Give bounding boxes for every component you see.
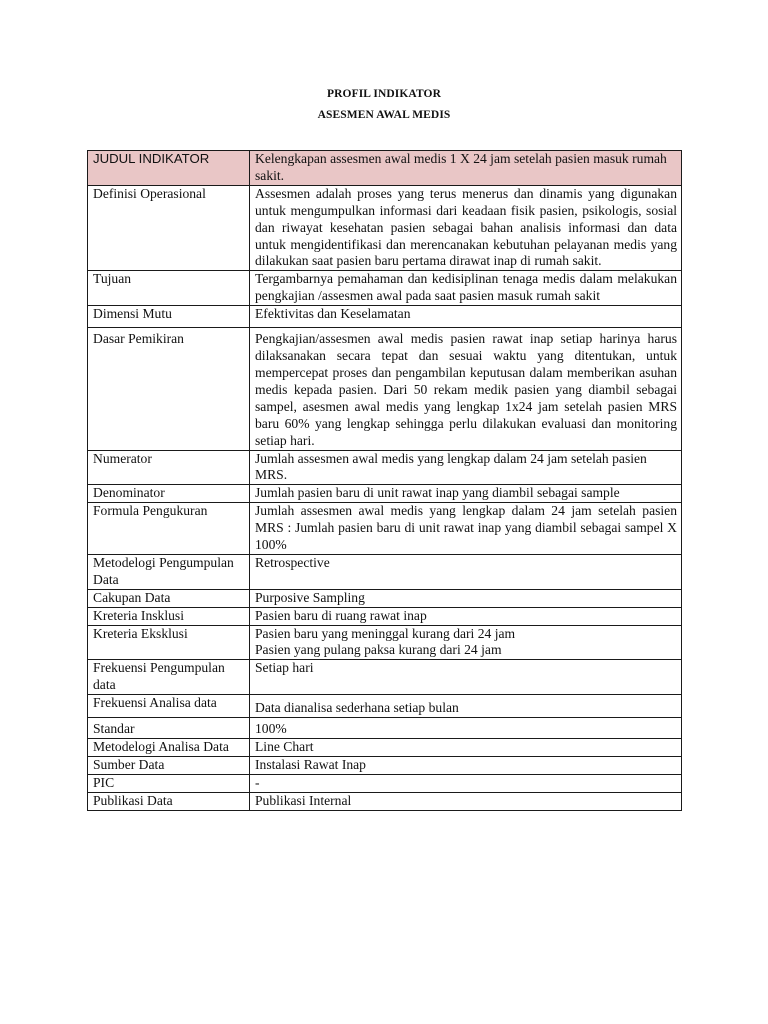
row-value-line-1: Pasien baru yang meninggal kurang dari 24 jam xyxy=(255,625,516,641)
table-row-judul-indikator xyxy=(88,151,682,186)
row-label: Sumber Data xyxy=(88,756,250,774)
row-label: Dimensi Mutu xyxy=(88,306,250,328)
row-label: JUDUL INDIKATOR xyxy=(88,151,250,186)
table-row-definisi-operasional xyxy=(88,185,682,271)
row-value: Kelengkapan assesmen awal medis 1 X 24 jam setelah pasien masuk rumah sakit. xyxy=(250,151,682,186)
row-label: Metodelogi Analisa Data xyxy=(88,739,250,757)
row-label: Metodelogi Pengumpulan Data xyxy=(88,554,250,589)
row-value: Data dianalisa sederhana setiap bulan xyxy=(250,695,682,718)
row-label: Frekuensi Pengumpulan data xyxy=(88,660,250,695)
table-row-publikasi-data xyxy=(88,792,682,810)
row-label: Formula Pengukuran xyxy=(88,503,250,555)
row-value: Instalasi Rawat Inap xyxy=(250,756,682,774)
table-row-frekuensi-pengumpulan-data xyxy=(88,660,682,695)
indicator-profile-table xyxy=(87,150,682,811)
row-value: Tergambarnya pemahaman dan kedisiplinan tenaga medis dalam melakukan pengkajian /assesmen awal pada saat pasien masuk rumah sakit xyxy=(250,271,682,306)
table-row-metodelogi-pengumpulan-data xyxy=(88,554,682,589)
table-row-metodelogi-analisa-data xyxy=(88,739,682,757)
row-value-line-2: Pasien yang pulang paksa kurang dari 24 jam xyxy=(255,642,502,658)
table-row-numerator xyxy=(88,450,682,485)
row-value: Pengkajian/assesmen awal medis pasien rawat inap setiap harinya harus dilaksanakan secara tepat dan sesuai waktu yang ditentukan, untuk mempercepat proses dan pengambilan keputusan dalam memberikan asuhan medis kepada pasien. Dari 50 rekam medik pasien yang diambil sebagai sampel, asesmen awal medis yang lengkap 1x24 jam setelah pasien MRS baru 60% yang lengkap sehingga perlu dilakukan evaluasi dan monitoring setiap hari. xyxy=(250,328,682,450)
row-label: Numerator xyxy=(88,450,250,485)
table-row-dimensi-mutu xyxy=(88,306,682,328)
row-value: Line Chart xyxy=(250,739,682,757)
document-title: PROFIL INDIKATOR xyxy=(327,88,441,100)
table-row-frekuensi-analisa-data xyxy=(88,695,682,718)
row-value: Purposive Sampling xyxy=(250,589,682,607)
row-value: Jumlah assesmen awal medis yang lengkap dalam 24 jam setelah pasien MRS : Jumlah pasien baru di unit rawat inap yang diambil sebagai sampel X 100% xyxy=(250,503,682,555)
row-label: Dasar Pemikiran xyxy=(88,328,250,450)
row-label: PIC xyxy=(88,774,250,792)
row-label: Definisi Operasional xyxy=(88,185,250,271)
row-value: Jumlah pasien baru di unit rawat inap yang diambil sebagai sample xyxy=(250,485,682,503)
table-row-kreteria-eksklusi xyxy=(88,625,682,660)
row-value: 100% xyxy=(250,718,682,739)
table-row-cakupan-data xyxy=(88,589,682,607)
row-label: Kreteria Insklusi xyxy=(88,607,250,625)
row-label: Standar xyxy=(88,718,250,739)
row-value: Retrospective xyxy=(250,554,682,589)
table-row-standar xyxy=(88,718,682,739)
row-value: Efektivitas dan Keselamatan xyxy=(250,306,682,328)
table-row-pic xyxy=(88,774,682,792)
row-label: Denominator xyxy=(88,485,250,503)
row-label: Kreteria Eksklusi xyxy=(88,625,250,660)
row-value xyxy=(250,625,682,660)
row-value: Assesmen adalah proses yang terus menerus dan dinamis yang digunakan untuk mengumpulkan informasi dari keadaan fisik pasien, psikologis, sosial dan riwayat kesehatan pasien sebagai bahan analisis informasi dan data untuk mengidentifikasi dan merencanakan kebutuhan pelayanan medis yang dilakukan saat pasien baru pertama dirawat inap di rumah sakit. xyxy=(250,185,682,271)
row-value: - xyxy=(250,774,682,792)
row-label: Tujuan xyxy=(88,271,250,306)
table-row-formula-pengukuran xyxy=(88,503,682,555)
table-row-dasar-pemikiran xyxy=(88,328,682,450)
row-label: Publikasi Data xyxy=(88,792,250,810)
row-value: Publikasi Internal xyxy=(250,792,682,810)
table-row-denominator xyxy=(88,485,682,503)
row-value: Pasien baru di ruang rawat inap xyxy=(250,607,682,625)
row-value: Jumlah assesmen awal medis yang lengkap dalam 24 jam setelah pasien MRS. xyxy=(250,450,682,485)
table-row-kreteria-insklusi xyxy=(88,607,682,625)
row-label: Cakupan Data xyxy=(88,589,250,607)
row-value: Setiap hari xyxy=(250,660,682,695)
document-subtitle: ASESMEN AWAL MEDIS xyxy=(317,109,451,121)
row-label: Frekuensi Analisa data xyxy=(88,695,250,718)
table-row-sumber-data xyxy=(88,756,682,774)
table-row-tujuan xyxy=(88,271,682,306)
